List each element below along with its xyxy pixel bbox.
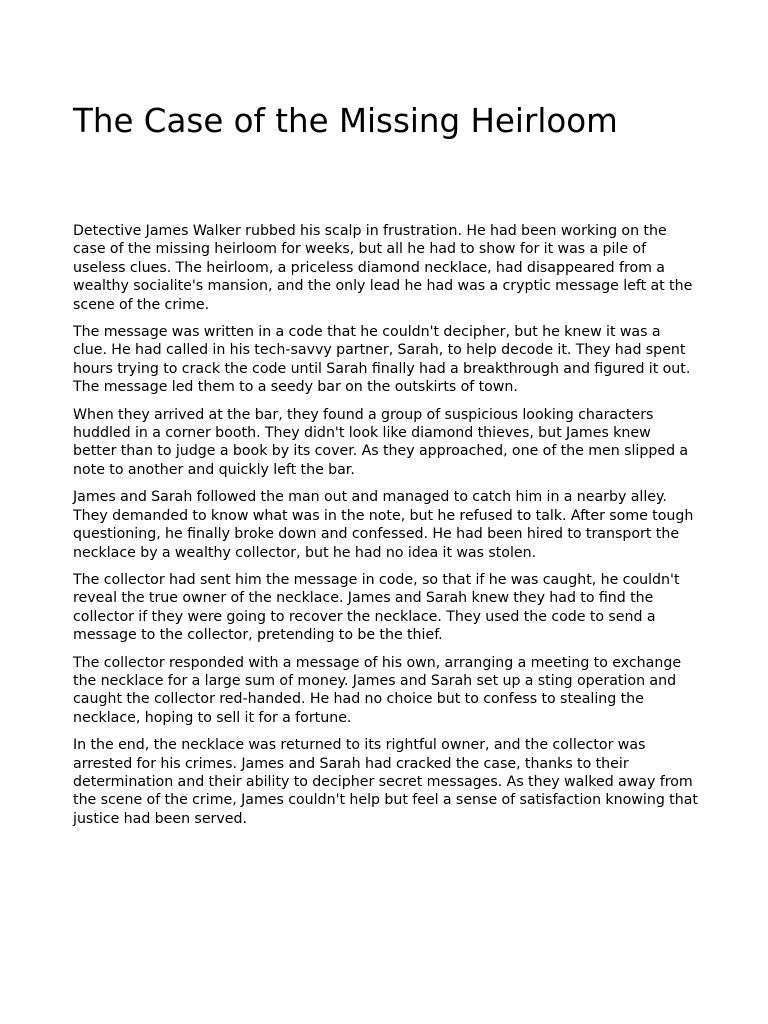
- paragraph: The collector had sent him the message in code, so that if he was caught, he couldn't reveal the true owner of the necklace. James and Sarah knew they had to find the collector if they were going to recover the necklace. They used the code to send a message to the collector, pretending to be the thief.: [73, 571, 680, 644]
- document-title: The Case of the Missing Heirloom: [73, 102, 618, 140]
- document-body: [73, 222, 698, 837]
- paragraph: The collector responded with a message of his own, arranging a meeting to exchange the necklace for a large sum of money. James and Sarah set up a sting operation and caught the collector red-handed. He had no choice but to confess to stealing the necklace, hoping to sell it for a fortune.: [73, 654, 682, 726]
- paragraph: In the end, the necklace was returned to its rightful owner, and the collector was arrested for his crimes. James and Sarah had cracked the case, thanks to their determination and their ability to decipher secret messages. As they walked away from the scene of the crime, James couldn't help but feel a sense of satisfaction knowing that justice had been served.: [73, 737, 698, 827]
- paragraph: When they arrived at the bar, they found a group of suspicious looking characters huddled in a corner booth. They didn't look like diamond thieves, but James knew better than to judge a book by its cover. As they approached, one of the men slipped a note to another and quickly left the bar.: [73, 406, 689, 478]
- paragraph: The message was written in a code that he couldn't decipher, but he knew it was a clue. He had called in his tech-savvy partner, Sarah, to help decode it. They had spent hours trying to crack the code until Sarah finally had a breakthrough and figured it out. The message led them to a seedy bar on the outskirts of town.: [73, 324, 691, 396]
- paragraph: Detective James Walker rubbed his scalp in frustration. He had been working on the case of the missing heirloom for weeks, but all he had to show for it was a pile of useless clues. The heirloom, a priceless diamond necklace, had disappeared from a wealthy socialite's mansion, and the only lead he had was a cryptic message left at the scene of the crime.: [73, 223, 693, 313]
- paragraph: James and Sarah followed the man out and managed to catch him in a nearby alley. They demanded to know what was in the note, but he refused to talk. After some tough questioning, he finally broke down and confessed. He had been hired to transport the necklace by a wealthy collector, but he had no idea it was stolen.: [73, 489, 694, 561]
